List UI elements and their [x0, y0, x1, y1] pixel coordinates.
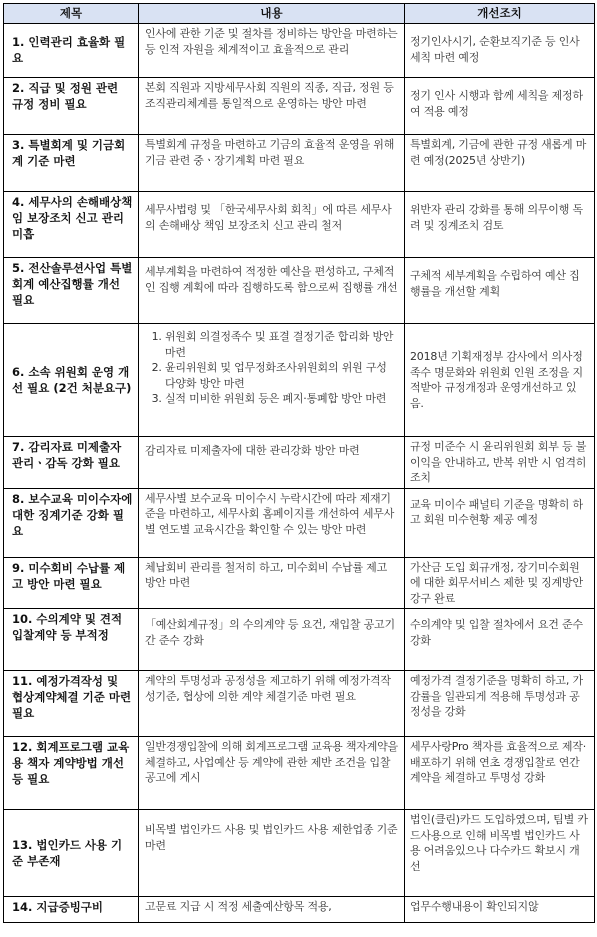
- table-row: [4, 135, 595, 192]
- row-title: 3. 특별회계 및 기금회계 기준 마련: [4, 135, 139, 192]
- row-action: 가산금 도입 회규개정, 장기미수회원에 대한 회무서비스 제한 및 징계방안 강구 완료: [405, 557, 595, 609]
- row-title: 14. 지급증빙구비: [4, 897, 139, 923]
- content-list: [145, 329, 399, 407]
- row-content: 세무사별 보수교육 미이수시 누락시간에 따라 제재기준을 마련하고, 세무사회 홈페이지를 개선하여 세무사별 연도별 교육시간을 확인할 수 있는 방안 마련: [139, 488, 405, 557]
- row-action: 규정 미준수 시 윤리위원회 회부 등 불이익을 안내하고, 반복 위반 시 엄격히 조치: [405, 437, 595, 489]
- row-title: 4. 세무사의 손해배상책임 보장조치 신고 관리 미흡: [4, 192, 139, 258]
- row-title: 6. 소속 위원회 운영 개선 필요 (2건 처분요구): [4, 324, 139, 437]
- row-title: 5. 전산솔루션사업 특별회계 예산집행률 개선 필요: [4, 258, 139, 324]
- row-action: 특별회계, 기금에 관한 규정 새롭게 마련 예정(2025년 상반기): [405, 135, 595, 192]
- table-header-row: [4, 4, 595, 24]
- list-item: 2. 윤리위원회 및 업무정화조사위원회의 위원 구성 다양화 방안 마련: [165, 360, 399, 391]
- row-action: 세무사랑Pro 책자를 효율적으로 제작·배포하기 위해 연초 경쟁입찰로 연간계약을 체결하고 투명성 강화: [405, 737, 595, 810]
- list-item: 3. 실적 미비한 위원회 등은 폐지·통폐합 방안 마련: [165, 391, 399, 407]
- row-title: 13. 법인카드 사용 기준 부존재: [4, 810, 139, 897]
- row-title: 11. 예정가격작성 및 협상계약체결 기준 마련 필요: [4, 671, 139, 737]
- header-content: 내용: [139, 4, 405, 24]
- row-title: 9. 미수회비 수납률 제고 방안 마련 필요: [4, 557, 139, 609]
- row-content: 본회 직원과 지방세무사회 직원의 직종, 직급, 정원 등 조직관리체계를 통일적으로 운영하는 방안 마련: [139, 78, 405, 135]
- row-action: 위반자 관리 강화를 통해 의무이행 독려 및 징계조치 검토: [405, 192, 595, 258]
- table-row: [4, 737, 595, 810]
- row-action: 업무수행내용이 확인되지않: [405, 897, 595, 923]
- row-action: 구체적 세부계획을 수립하여 예산 집행률을 개선할 계획: [405, 258, 595, 324]
- row-title: 2. 직급 및 정원 관련 규정 정비 필요: [4, 78, 139, 135]
- row-content: 체납회비 관리를 철저히 하고, 미수회비 수납률 제고 방안 마련: [139, 557, 405, 609]
- row-content: 비목별 법인카드 사용 및 법인카드 사용 제한업종 기준 마련: [139, 810, 405, 897]
- row-title: 12. 회계프로그램 교육용 책자 계약방법 개선 등 필요: [4, 737, 139, 810]
- row-title: 10. 수의계약 및 견적입찰계약 등 부적정: [4, 609, 139, 671]
- row-content: 세무사법령 및 「한국세무사회 회칙」에 따른 세무사의 손해배상 책임 보장조치 신고 관리 철저: [139, 192, 405, 258]
- row-action: 정기인사시기, 순환보직기준 등 인사세칙 마련 예정: [405, 24, 595, 78]
- row-title: 7. 감리자료 미제출자 관리ㆍ감독 강화 필요: [4, 437, 139, 489]
- table-row: [4, 258, 595, 324]
- row-action: 정기 인사 시행과 함께 세칙을 제정하여 적용 예정: [405, 78, 595, 135]
- table-row: [4, 437, 595, 489]
- audit-improvement-table: [3, 3, 595, 923]
- row-title: 8. 보수교육 미이수자에 대한 징계기준 강화 필요: [4, 488, 139, 557]
- list-item: 1. 위원회 의결정족수 및 표결 결정기준 합리화 방안 마련: [165, 329, 399, 360]
- table-row: [4, 609, 595, 671]
- row-content: 「예산회계규정」의 수의계약 등 요건, 재입찰 공고기간 준수 강화: [139, 609, 405, 671]
- row-content: 세부계획을 마련하여 적정한 예산을 편성하고, 구체적인 집행 계획에 따라 집행하도록 함으로써 집행률 개선: [139, 258, 405, 324]
- header-title: 제목: [4, 4, 139, 24]
- table-row: [4, 557, 595, 609]
- header-action: 개선조치: [405, 4, 595, 24]
- row-action: 수의계약 및 입찰 절차에서 요건 준수 강화: [405, 609, 595, 671]
- table-row: [4, 78, 595, 135]
- row-content-list: [139, 324, 405, 437]
- row-content: 감리자료 미제출자에 대한 관리강화 방안 마련: [139, 437, 405, 489]
- row-action: 2018년 기획재정부 감사에서 의사정족수 명문화와 위원회 인원 조정을 지적받아 규정개정과 운영개선하고 있음.: [405, 324, 595, 437]
- table-row: [4, 671, 595, 737]
- table-row: [4, 488, 595, 557]
- table-row: [4, 192, 595, 258]
- row-content: 일반경쟁입찰에 의해 회계프로그램 교육용 책자계약을 체결하고, 사업예산 등 계약에 관한 제반 조건을 입찰공고에 게시: [139, 737, 405, 810]
- row-title: 1. 인력관리 효율화 필요: [4, 24, 139, 78]
- table-row: [4, 897, 595, 923]
- row-action: 교육 미이수 패널티 기준을 명확히 하고 회원 미수현황 제공 예정: [405, 488, 595, 557]
- row-content: 특별회계 규정을 마련하고 기금의 효율적 운영을 위해 기금 관련 중ㆍ장기계획 마련 필요: [139, 135, 405, 192]
- row-action: 법인(클린)카드 도입하였으며, 팀별 카드사용으로 인해 비목별 법인카드 사용 어려움있으나 다수카드 확보시 개선: [405, 810, 595, 897]
- row-content: 계약의 투명성과 공정성을 제고하기 위해 예정가격작성기준, 협상에 의한 계약 체결기준 마련 필요: [139, 671, 405, 737]
- table-row: [4, 810, 595, 897]
- row-content: 고문료 지급 시 적정 세출예산항목 적용,: [139, 897, 405, 923]
- row-action: 예정가격 결정기준을 명확히 하고, 가감률을 일관되게 적용해 투명성과 공정성을 강화: [405, 671, 595, 737]
- table-row: [4, 324, 595, 437]
- table-row: [4, 24, 595, 78]
- row-content: 인사에 관한 기준 및 절차를 정비하는 방안을 마련하는 등 인적 자원을 체계적이고 효율적으로 관리: [139, 24, 405, 78]
